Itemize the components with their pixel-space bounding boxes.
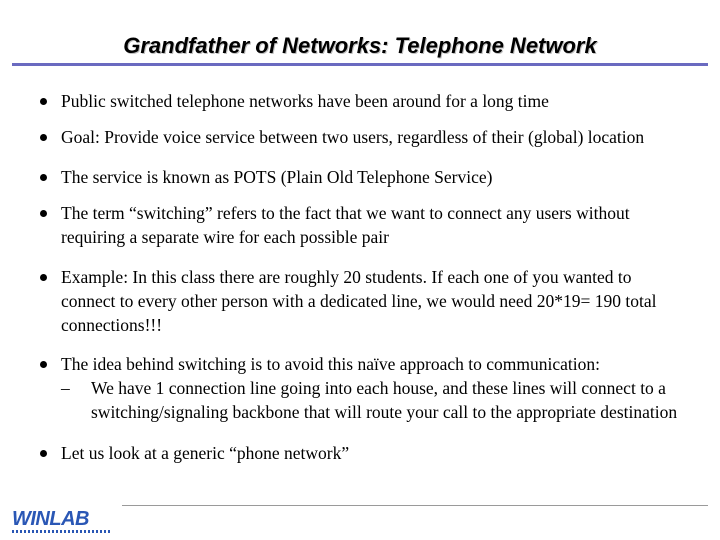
bullet-text: Example: In this class there are roughly 20 students. If each one of you wanted to connect to every other person with a dedicated line, we would need 20*19= 190 total connections!!! [61,267,657,335]
bullet-dot-icon [40,450,47,457]
footer-divider [122,505,708,506]
bullet-item [40,125,690,149]
bullet-text: Let us look at a generic “phone network” [61,443,350,463]
bullet-dot-icon [40,361,47,368]
bullet-dot-icon [40,210,47,217]
bullet-dot-icon [40,98,47,105]
bullet-item [40,165,690,189]
bullet-item [40,441,690,465]
bullet-item [40,89,690,113]
bullet-text: Public switched telephone networks have been around for a long time [61,91,549,111]
bullet-list [40,89,690,465]
bullet-item [40,352,690,424]
bullet-dot-icon [40,134,47,141]
logo-wordmark: WINLAB [12,508,89,530]
title-underline [12,63,708,66]
winlab-logo [12,509,120,537]
bullet-text: The idea behind switching is to avoid this naïve approach to communication: [61,354,600,374]
bullet-text: Goal: Provide voice service between two users, regardless of their (global) location [61,127,645,147]
bullet-text: The term “switching” refers to the fact that we want to connect any users without requiring a separate wire for each possible pair [61,203,630,247]
slide-title: Grandfather of Networks: Telephone Network [123,33,597,58]
sub-bullet-item [61,376,690,424]
bullet-dot-icon [40,274,47,281]
bullet-item [40,201,690,249]
bullet-dot-icon [40,174,47,181]
bullet-text: The service is known as POTS (Plain Old Telephone Service) [61,167,493,187]
bullet-item [40,265,690,337]
sub-bullet-dash: – [61,378,70,398]
logo-tagline-graphic [12,530,112,533]
sub-bullet-text: We have 1 connection line going into each house, and these lines will connect to a switching/signaling backbone that will route your call to the appropriate destination [91,378,678,422]
